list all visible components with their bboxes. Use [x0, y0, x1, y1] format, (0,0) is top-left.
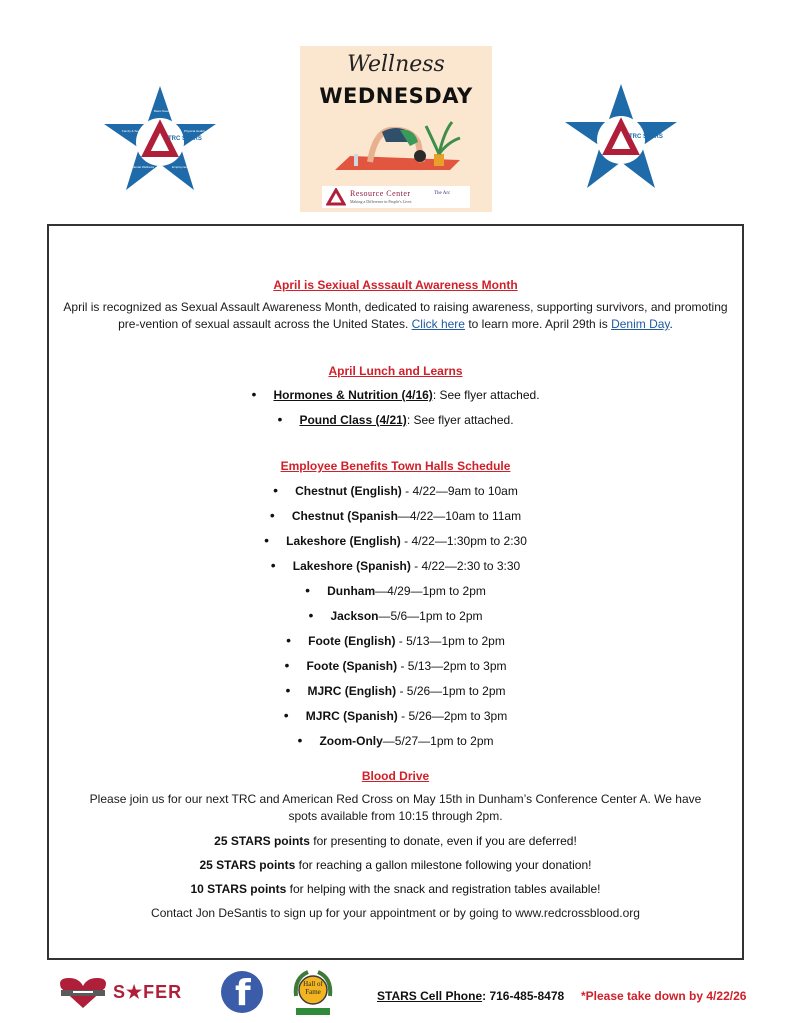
- svg-text:TRC STARS: TRC STARS: [629, 134, 663, 140]
- yoga-illustration: [330, 112, 465, 180]
- townhall-item-name: Chestnut (English): [295, 484, 402, 498]
- awareness-text-3: .: [669, 317, 673, 331]
- phone-value: : 716-485-8478: [482, 989, 565, 1003]
- townhall-item-detail: - 5/13—1pm to 2pm: [395, 634, 505, 648]
- resource-center-icon: [326, 188, 346, 206]
- townhall-item-name: Chestnut (Spanish: [291, 509, 398, 523]
- awareness-text-1: April is recognized as Sexual Assault Awareness Month, dedicated to raising awareness, supporting survivors, and promoting pre-vention of sexual assault across the United States.: [63, 300, 728, 331]
- points-item-name: 10 STARS points: [190, 882, 287, 896]
- townhall-item: [49, 653, 742, 678]
- bullet-icon: •: [283, 707, 289, 723]
- bullet-icon: •: [251, 386, 257, 402]
- townhall-item-detail: —5/6—1pm to 2pm: [378, 609, 483, 623]
- points-item: [49, 829, 742, 853]
- svg-text:TRC STARS: TRC STARS: [168, 136, 202, 142]
- townhall-item-detail: - 4/22—1:30pm to 2:30: [400, 534, 527, 548]
- hall-of-fame-text: Hall of Fame: [303, 980, 323, 996]
- bullet-icon: •: [308, 607, 314, 623]
- denim-day-link[interactable]: Denim Day: [611, 317, 670, 331]
- townhall-item: [49, 553, 742, 578]
- svg-text:Family & Social: Family & Social: [122, 129, 143, 133]
- blood-drive-section: [49, 768, 742, 925]
- resource-center-logo: [322, 186, 470, 208]
- points-item: [49, 877, 742, 901]
- bullet-icon: •: [285, 682, 291, 698]
- svg-text:Employment: Employment: [172, 165, 189, 169]
- wellness-wednesday-banner: [300, 46, 492, 212]
- bullet-icon: •: [269, 507, 275, 523]
- townhall-item-name: Dunham: [327, 584, 376, 598]
- townhall-item-detail: - 4/22—9am to 10am: [401, 484, 518, 498]
- banner-script-title: Wellness: [347, 52, 445, 77]
- lunch-item: [49, 407, 742, 432]
- lunch-item-detail: : See flyer attached.: [406, 413, 514, 427]
- star-icon: [563, 82, 679, 192]
- bullet-icon: •: [284, 657, 290, 673]
- townhall-item: [49, 503, 742, 528]
- townhall-item-detail: —5/27—1pm to 2pm: [382, 734, 494, 748]
- stars-phone: [377, 989, 564, 1003]
- townhall-item-name: Foote (English): [308, 634, 396, 648]
- awareness-text-2: to learn more. April 29th is: [464, 317, 612, 331]
- blood-drive-title: Blood Drive: [361, 769, 430, 783]
- points-item-detail: for presenting to donate, even if you are deferred!: [309, 834, 577, 848]
- townhall-item: [49, 703, 742, 728]
- lunch-item: [49, 382, 742, 407]
- bullet-icon: •: [305, 582, 311, 598]
- points-item-detail: for reaching a gallon milestone following your donation!: [295, 858, 592, 872]
- safer-text: S★FER: [113, 982, 183, 1002]
- points-item: [49, 853, 742, 877]
- affiliate-logo: The Arc: [434, 191, 451, 196]
- townhall-item-detail: - 4/22—2:30 to 3:30: [410, 559, 521, 573]
- svg-text:Basic Needs: Basic Needs: [154, 109, 171, 113]
- bullet-icon: •: [286, 632, 292, 648]
- townhall-item: [49, 628, 742, 653]
- bullet-icon: •: [273, 482, 279, 498]
- trc-stars-logo-left: [102, 84, 218, 194]
- phone-label: STARS Cell Phone: [377, 989, 483, 1003]
- bullet-icon: •: [297, 732, 303, 748]
- click-here-link[interactable]: Click here: [411, 317, 465, 331]
- townhall-item-detail: - 5/26—2pm to 3pm: [397, 709, 508, 723]
- points-item-name: 25 STARS points: [199, 858, 296, 872]
- townhall-item-detail: —4/29—1pm to 2pm: [375, 584, 486, 598]
- townhalls-section: [49, 458, 742, 753]
- townhall-item: [49, 603, 742, 628]
- trc-stars-logo-right: [563, 82, 679, 192]
- townhall-item-name: MJRC (English): [307, 684, 397, 698]
- takedown-notice: *Please take down by 4/22/26: [581, 989, 747, 1003]
- townhall-item-name: Jackson: [330, 609, 379, 623]
- points-item-detail: for helping with the snack and registration tables available!: [286, 882, 601, 896]
- lunch-item-name: Hormones & Nutrition (4/16): [273, 388, 433, 402]
- svg-text:Physical Health: Physical Health: [184, 129, 205, 133]
- townhalls-list: [49, 478, 742, 753]
- lunch-list: [49, 382, 742, 432]
- townhall-item-name: MJRC (Spanish): [305, 709, 398, 723]
- bullet-icon: •: [264, 532, 270, 548]
- star-icon: [102, 84, 218, 194]
- stars-points-list: [49, 829, 742, 901]
- facebook-icon[interactable]: [221, 971, 263, 1013]
- townhall-item-detail: - 5/13—2pm to 3pm: [397, 659, 507, 673]
- townhall-item-name: Zoom-Only: [319, 734, 383, 748]
- svg-text:Mental Wellness: Mental Wellness: [132, 165, 154, 169]
- townhall-item-name: Lakeshore (Spanish): [292, 559, 411, 573]
- townhall-item-name: Lakeshore (English): [286, 534, 401, 548]
- awareness-title: April is Sexiual Asssault Awareness Month: [273, 278, 518, 292]
- townhalls-title: Employee Benefits Town Halls Schedule: [280, 459, 511, 473]
- banner-title: WEDNESDAY: [319, 84, 473, 108]
- townhall-item: [49, 678, 742, 703]
- lunch-title: April Lunch and Learns: [328, 364, 463, 378]
- townhall-item-detail: - 5/26—1pm to 2pm: [396, 684, 506, 698]
- lunch-item-name: Pound Class (4/21): [299, 413, 407, 427]
- lunch-section: [49, 363, 742, 432]
- bullet-icon: •: [277, 411, 283, 427]
- safer-logo: [57, 976, 187, 1010]
- heart-handshake-icon: [57, 976, 109, 1010]
- org-name: Resource Center: [350, 189, 411, 198]
- hall-of-fame-badge: [290, 968, 336, 1018]
- facebook-glyph: f: [235, 973, 251, 1014]
- org-tagline: Making a Difference in People's Lives: [350, 199, 412, 204]
- townhall-item-name: Foote (Spanish): [306, 659, 398, 673]
- lunch-item-detail: : See flyer attached.: [432, 388, 540, 402]
- awareness-section: [49, 277, 742, 333]
- townhall-item: [49, 578, 742, 603]
- townhall-item: [49, 528, 742, 553]
- awareness-text: [49, 299, 742, 333]
- townhall-item: [49, 728, 742, 753]
- blood-drive-intro: Please join us for our next TRC and American Red Cross on May 15th in Dunham’s Conference Center A. We have spots available from 10:15 through 2pm.: [89, 792, 702, 823]
- points-item-name: 25 STARS points: [214, 834, 310, 848]
- blood-drive-contact: Contact Jon DeSantis to sign up for your appointment or by going to www.redcrossblood.org: [151, 906, 640, 920]
- townhall-item-detail: —4/22—10am to 11am: [397, 509, 522, 523]
- bullet-icon: •: [270, 557, 276, 573]
- townhall-item: [49, 478, 742, 503]
